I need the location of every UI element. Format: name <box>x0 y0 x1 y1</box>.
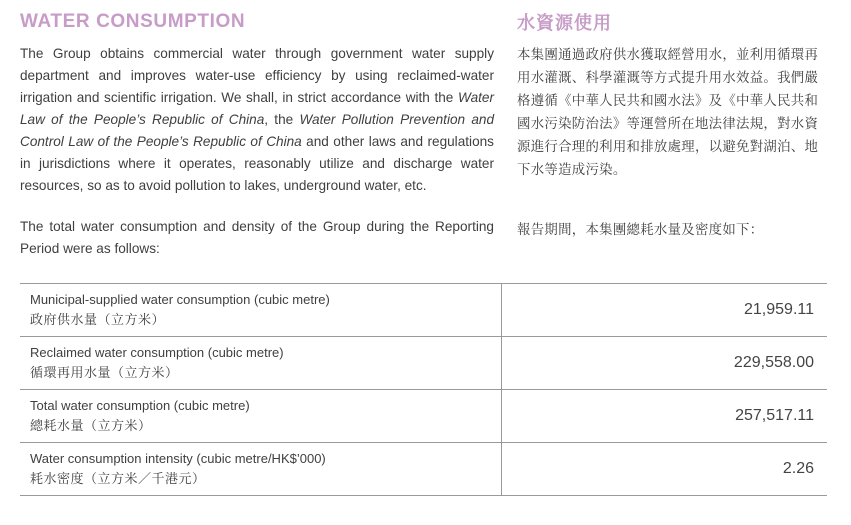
intro-paragraph-en <box>20 43 494 197</box>
row-label-en: Total water consumption (cubic metre) <box>30 398 250 413</box>
row-label-zh: 總耗水量（立方米） <box>30 418 152 433</box>
section-heading-en: WATER CONSUMPTION <box>20 11 246 32</box>
row-value: 229,558.00 <box>502 337 828 390</box>
row-label-en: Municipal-supplied water consumption (cubic metre) <box>30 292 330 307</box>
row-label-cell <box>20 390 502 443</box>
law-title-pollution-law: Water Pollution Prevention and Control Law of the People’s Republic of China <box>20 112 495 149</box>
row-label-cell <box>20 284 502 337</box>
intro-text-part-3: and other laws and regulations in jurisdictions where it operates, reasonably utilize and discharge water resources, so as to avoid pollution to lakes, underground water, etc. <box>20 134 494 193</box>
row-label-zh: 循環再用水量（立方米） <box>30 365 179 380</box>
table-row <box>20 284 827 337</box>
intro-paragraph-zh: 本集團通過政府供水獲取經營用水，並利用循環再用水灌溉、科學灌溉等方式提升用水效益。我們嚴格遵循《中華人民共和國水法》及《中華人民共和國水污染防治法》等運營所在地法律法規，對水資源進行合理的利用和排放處理，以避免對湖泊、地下水等造成污染。 <box>517 47 819 177</box>
row-value: 2.26 <box>502 443 828 496</box>
total-consumption-intro-zh: 報告期間，本集團總耗水量及密度如下： <box>517 222 764 237</box>
table-row <box>20 443 827 496</box>
intro-text-part-2: , the <box>264 112 300 127</box>
section-heading-zh: 水資源使用 <box>517 13 612 33</box>
intro-text-part-1: The Group obtains commercial water through government water supply department and improves water-use efficiency by using reclaimed-water irrigation and scientific irrigation. We shall, in strict accordance with the <box>20 46 494 105</box>
row-value: 21,959.11 <box>502 284 828 337</box>
law-title-water-law: Water Law of the People’s Republic of China <box>20 90 494 127</box>
row-label-zh: 耗水密度（立方米／千港元） <box>30 471 206 486</box>
row-label-en: Reclaimed water consumption (cubic metre) <box>30 345 284 360</box>
table-row <box>20 337 827 390</box>
table-row <box>20 390 827 443</box>
row-value: 257,517.11 <box>502 390 828 443</box>
row-label-cell <box>20 443 502 496</box>
row-label-en: Water consumption intensity (cubic metre/HK$’000) <box>30 451 326 466</box>
row-label-cell <box>20 337 502 390</box>
total-consumption-intro-en: The total water consumption and density of the Group during the Reporting Period were as follows: <box>20 219 494 256</box>
water-consumption-table <box>20 283 827 496</box>
row-label-zh: 政府供水量（立方米） <box>30 312 166 327</box>
